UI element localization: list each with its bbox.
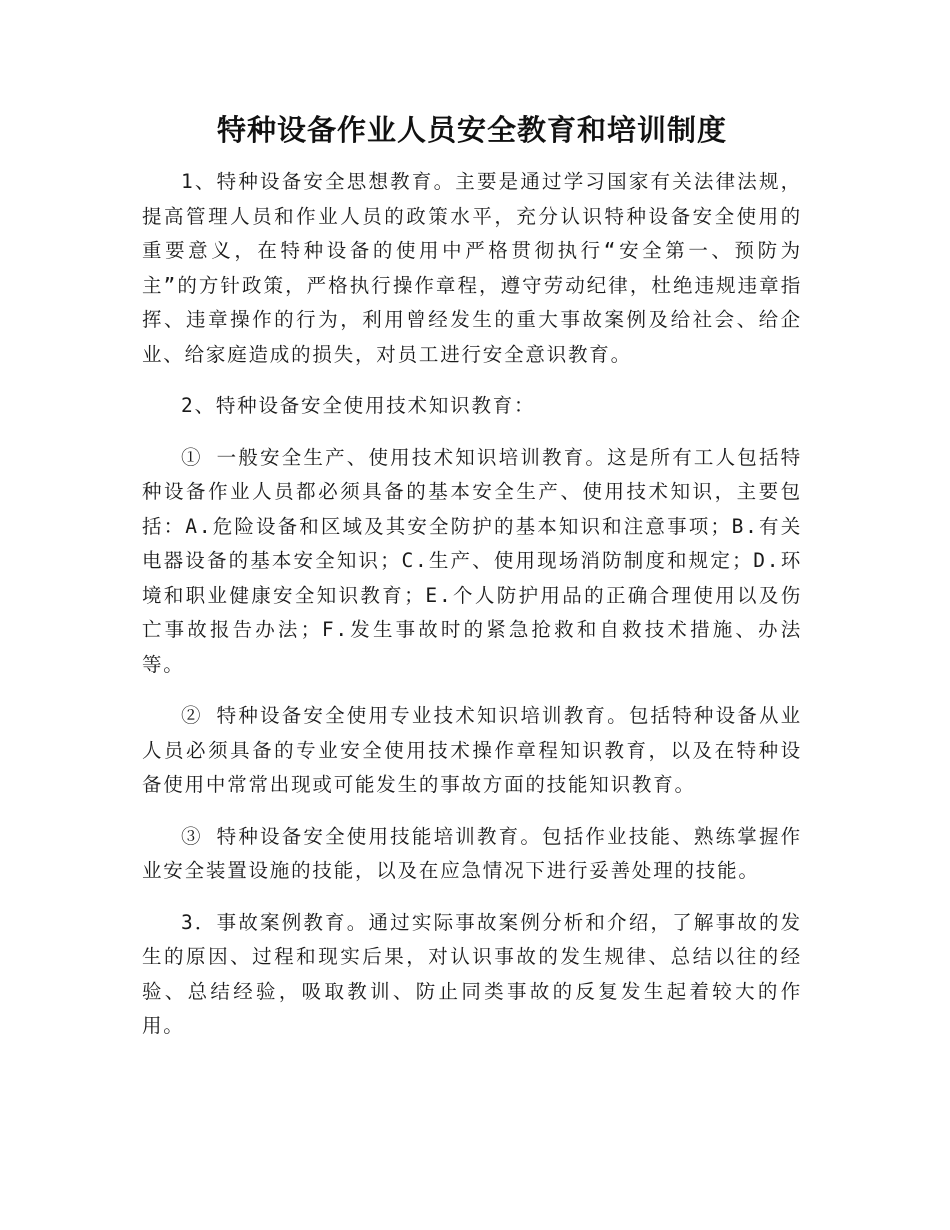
paragraph-safety-ideology: 1、特种设备安全思想教育。主要是通过学习国家有关法律法规，提高管理人员和作业人员的政策水平，充分认识特种设备安全使用的重要意义，在特种设备的使用中严格贯彻执行“安全第一、预防为主”的方针政策，严格执行操作章程，遵守劳动纪律，杜绝违规违章指挥、违章操作的行为，利用曾经发生的重大事故案例及给社会、给企业、给家庭造成的损失，对员工进行安全意识教育。 <box>142 170 802 366</box>
paragraph-professional-technical-training: ② 特种设备安全使用专业技术知识培训教育。包括特种设备从业人员必须具备的专业安全使用技术操作章程知识教育，以及在特种设备使用中常常出现或可能发生的事故方面的技能知识教育。 <box>142 704 802 796</box>
paragraph-technical-knowledge-heading: 2、特种设备安全使用技术知识教育： <box>181 394 536 417</box>
document-title: 特种设备作业人员安全教育和培训制度 <box>216 113 727 147</box>
paragraph-accident-case-education: 3．事故案例教育。通过实际事故案例分析和介绍，了解事故的发生的原因、过程和现实后果，对认识事故的发生规律、总结以往的经验、总结经验，吸取教训、防止同类事故的反复发生起着较大的作用。 <box>142 910 802 1037</box>
paragraph-general-safety-training: ① 一般安全生产、使用技术知识培训教育。这是所有工人包括特种设备作业人员都必须具备的基本安全生产、使用技术知识，主要包括：A.危险设备和区域及其安全防护的基本知识和注意事项；B.有关电器设备的基本安全知识；C.生产、使用现场消防制度和规定；D.环境和职业健康安全知识教育；E.个人防护用品的正确合理使用以及伤亡事故报告办法；F.发生事故时的紧急抢救和自救技术措施、办法等。 <box>142 445 802 676</box>
paragraph-skills-training: ③ 特种设备安全使用技能培训教育。包括作业技能、熟练掌握作业安全装置设施的技能，以及在应急情况下进行妥善处理的技能。 <box>142 824 802 882</box>
